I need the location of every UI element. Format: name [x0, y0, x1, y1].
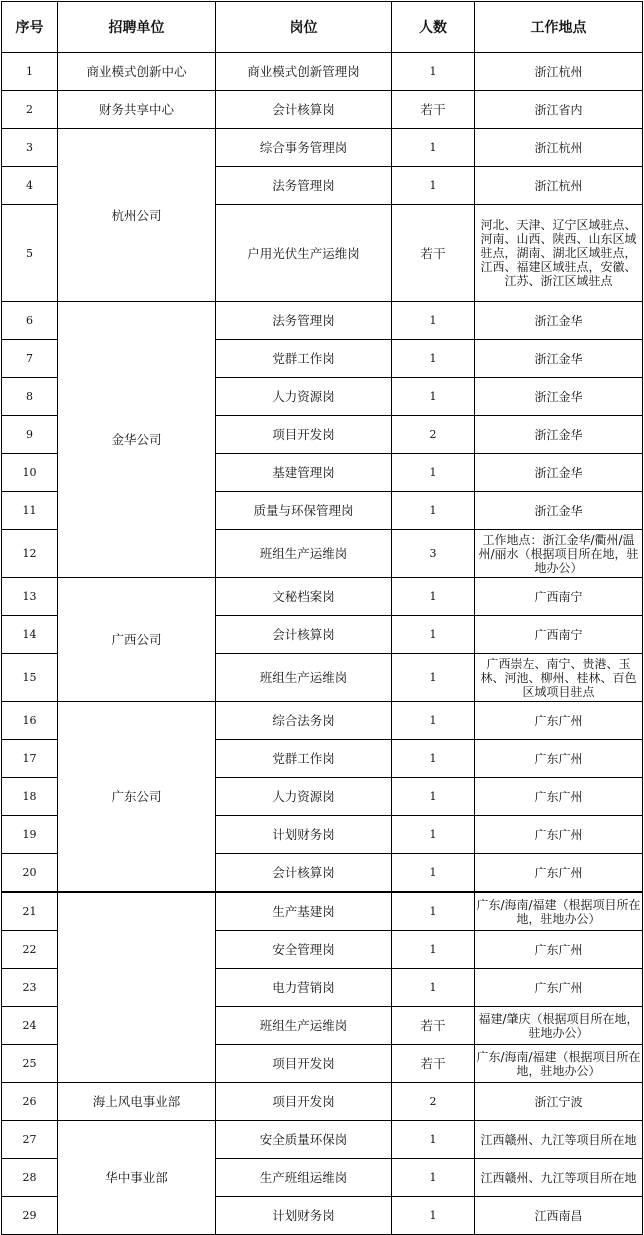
cell-post: 安全管理岗 — [216, 931, 392, 969]
cell-post: 生产班组运维岗 — [216, 1159, 392, 1197]
cell-seq: 6 — [2, 302, 58, 340]
cell-post: 文秘档案岗 — [216, 578, 392, 616]
cell-location: 浙江金华 — [475, 302, 643, 340]
header-unit: 招聘单位 — [58, 2, 216, 53]
cell-post: 安全质量环保岗 — [216, 1121, 392, 1159]
cell-unit — [58, 892, 216, 1083]
cell-post: 项目开发岗 — [216, 1045, 392, 1083]
header-row — [2, 2, 643, 53]
cell-seq: 28 — [2, 1159, 58, 1197]
cell-count: 若干 — [392, 1045, 475, 1083]
cell-location: 广东广州 — [475, 702, 643, 740]
cell-location: 广东广州 — [475, 931, 643, 969]
cell-seq: 13 — [2, 578, 58, 616]
cell-unit: 金华公司 — [58, 302, 216, 578]
cell-count: 1 — [392, 454, 475, 492]
cell-location: 浙江杭州 — [475, 53, 643, 91]
cell-post: 商业模式创新管理岗 — [216, 53, 392, 91]
cell-seq: 14 — [2, 616, 58, 654]
cell-post: 综合事务管理岗 — [216, 129, 392, 167]
cell-seq: 17 — [2, 740, 58, 778]
table-row — [2, 578, 643, 616]
cell-post: 质量与环保管理岗 — [216, 492, 392, 530]
cell-seq: 15 — [2, 654, 58, 702]
cell-count: 1 — [392, 129, 475, 167]
table-row — [2, 892, 643, 931]
cell-location: 浙江金华 — [475, 378, 643, 416]
cell-location: 广东/海南/福建（根据项目所在地，驻地办公） — [475, 892, 643, 931]
cell-seq: 1 — [2, 53, 58, 91]
cell-location: 浙江金华 — [475, 340, 643, 378]
table-row — [2, 1083, 643, 1121]
cell-location: 浙江金华 — [475, 492, 643, 530]
cell-seq: 21 — [2, 892, 58, 931]
cell-seq: 3 — [2, 129, 58, 167]
cell-post: 会计核算岗 — [216, 91, 392, 129]
cell-unit: 广西公司 — [58, 578, 216, 702]
cell-seq: 8 — [2, 378, 58, 416]
cell-post: 班组生产运维岗 — [216, 530, 392, 578]
cell-count: 1 — [392, 816, 475, 854]
cell-seq: 27 — [2, 1121, 58, 1159]
cell-seq: 19 — [2, 816, 58, 854]
cell-post: 电力营销岗 — [216, 969, 392, 1007]
cell-count: 1 — [392, 892, 475, 931]
cell-count: 若干 — [392, 205, 475, 302]
table-row — [2, 53, 643, 91]
table-row — [2, 702, 643, 740]
cell-location: 江西南昌 — [475, 1197, 643, 1235]
cell-seq: 23 — [2, 969, 58, 1007]
cell-location: 浙江宁波 — [475, 1083, 643, 1121]
cell-count: 3 — [392, 530, 475, 578]
cell-post: 生产基建岗 — [216, 892, 392, 931]
cell-count: 2 — [392, 416, 475, 454]
cell-location: 河北、天津、辽宁区域驻点、河南、山西、陕西、山东区域驻点，湖南、湖北区域驻点，江西、福建区域驻点，安徽、江苏、浙江区域驻点 — [475, 205, 643, 302]
cell-location: 广东广州 — [475, 740, 643, 778]
recruitment-table — [1, 1, 643, 1235]
cell-count: 1 — [392, 702, 475, 740]
cell-count: 若干 — [392, 1007, 475, 1045]
cell-location: 江西赣州、九江等项目所在地 — [475, 1121, 643, 1159]
cell-seq: 16 — [2, 702, 58, 740]
cell-post: 项目开发岗 — [216, 416, 392, 454]
header-post: 岗位 — [216, 2, 392, 53]
cell-seq: 7 — [2, 340, 58, 378]
cell-count: 1 — [392, 340, 475, 378]
cell-unit: 财务共享中心 — [58, 91, 216, 129]
cell-location: 广东广州 — [475, 816, 643, 854]
cell-seq: 5 — [2, 205, 58, 302]
cell-count: 1 — [392, 378, 475, 416]
cell-seq: 26 — [2, 1083, 58, 1121]
table-row — [2, 129, 643, 167]
cell-unit: 华中事业部 — [58, 1121, 216, 1235]
cell-location: 广东/海南/福建（根据项目所在地，驻地办公） — [475, 1045, 643, 1083]
cell-unit: 商业模式创新中心 — [58, 53, 216, 91]
cell-count: 1 — [392, 53, 475, 91]
cell-seq: 20 — [2, 854, 58, 893]
cell-post: 基建管理岗 — [216, 454, 392, 492]
cell-post: 人力资源岗 — [216, 378, 392, 416]
cell-count: 1 — [392, 302, 475, 340]
cell-location: 广东广州 — [475, 854, 643, 893]
cell-count: 1 — [392, 167, 475, 205]
cell-post: 党群工作岗 — [216, 340, 392, 378]
cell-seq: 12 — [2, 530, 58, 578]
cell-location: 江西赣州、九江等项目所在地 — [475, 1159, 643, 1197]
cell-count: 1 — [392, 854, 475, 893]
cell-location: 浙江省内 — [475, 91, 643, 129]
header-count: 人数 — [392, 2, 475, 53]
cell-seq: 2 — [2, 91, 58, 129]
cell-count: 1 — [392, 654, 475, 702]
cell-post: 计划财务岗 — [216, 816, 392, 854]
cell-location: 浙江杭州 — [475, 129, 643, 167]
cell-post: 综合法务岗 — [216, 702, 392, 740]
cell-location: 浙江杭州 — [475, 167, 643, 205]
cell-unit: 广东公司 — [58, 702, 216, 893]
cell-post: 班组生产运维岗 — [216, 654, 392, 702]
cell-seq: 25 — [2, 1045, 58, 1083]
cell-location: 广东广州 — [475, 778, 643, 816]
cell-post: 班组生产运维岗 — [216, 1007, 392, 1045]
cell-count: 若干 — [392, 91, 475, 129]
cell-location: 福建/肇庆（根据项目所在地，驻地办公） — [475, 1007, 643, 1045]
table-row — [2, 1121, 643, 1159]
cell-seq: 24 — [2, 1007, 58, 1045]
cell-seq: 11 — [2, 492, 58, 530]
cell-unit: 海上风电事业部 — [58, 1083, 216, 1121]
cell-location: 浙江金华 — [475, 454, 643, 492]
cell-seq: 18 — [2, 778, 58, 816]
cell-post: 人力资源岗 — [216, 778, 392, 816]
cell-post: 计划财务岗 — [216, 1197, 392, 1235]
cell-count: 2 — [392, 1083, 475, 1121]
cell-count: 1 — [392, 578, 475, 616]
cell-post: 项目开发岗 — [216, 1083, 392, 1121]
cell-post: 法务管理岗 — [216, 302, 392, 340]
cell-post: 会计核算岗 — [216, 616, 392, 654]
cell-location: 广东广州 — [475, 969, 643, 1007]
cell-seq: 29 — [2, 1197, 58, 1235]
cell-count: 1 — [392, 969, 475, 1007]
cell-location: 工作地点：浙江金华/衢州/温州/丽水（根据项目所在地，驻地办公） — [475, 530, 643, 578]
header-location: 工作地点 — [475, 2, 643, 53]
table-row — [2, 91, 643, 129]
cell-seq: 4 — [2, 167, 58, 205]
cell-location: 广西崇左、南宁、贵港、玉林、河池、柳州、桂林、百色区域项目驻点 — [475, 654, 643, 702]
cell-location: 浙江金华 — [475, 416, 643, 454]
cell-count: 1 — [392, 931, 475, 969]
cell-seq: 22 — [2, 931, 58, 969]
cell-count: 1 — [392, 1121, 475, 1159]
cell-seq: 10 — [2, 454, 58, 492]
table-row — [2, 302, 643, 340]
cell-location: 广西南宁 — [475, 578, 643, 616]
cell-unit: 杭州公司 — [58, 129, 216, 302]
cell-location: 广西南宁 — [475, 616, 643, 654]
cell-count: 1 — [392, 740, 475, 778]
cell-count: 1 — [392, 492, 475, 530]
header-seq: 序号 — [2, 2, 58, 53]
cell-count: 1 — [392, 616, 475, 654]
cell-post: 法务管理岗 — [216, 167, 392, 205]
cell-count: 1 — [392, 1197, 475, 1235]
cell-count: 1 — [392, 778, 475, 816]
cell-seq: 9 — [2, 416, 58, 454]
cell-count: 1 — [392, 1159, 475, 1197]
cell-post: 党群工作岗 — [216, 740, 392, 778]
cell-post: 会计核算岗 — [216, 854, 392, 893]
cell-post: 户用光伏生产运维岗 — [216, 205, 392, 302]
